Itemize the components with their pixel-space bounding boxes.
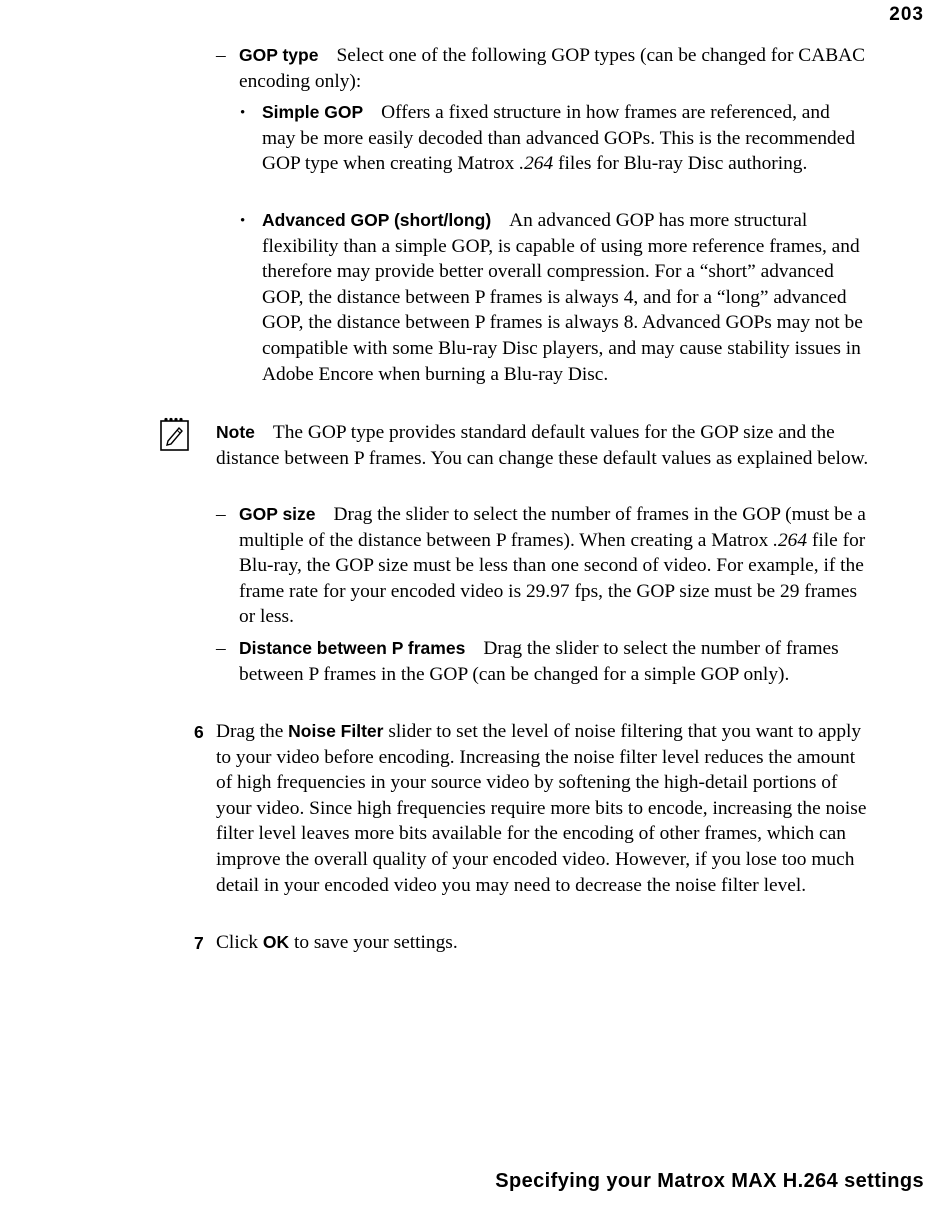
p-distance-paragraph bbox=[239, 636, 869, 687]
ok-label: OK bbox=[262, 932, 290, 952]
step-text: Click bbox=[216, 932, 263, 953]
page-footer: Specifying your Matrox MAX H.264 settings bbox=[495, 1170, 924, 1192]
step-text-end: slider to set the level of noise filtering that you want to apply to your video before encoding. Increasing the noise filter level reduces the amount of high frequencies in your source video by softening the high-detail portions of your video. Since high frequencies require more bits to encode, increasing the noise filter level leaves more bits available for the encoding of other frames, which can improve the overall quality of your encoded video. However, if you lose too much detail in your encoded video you may need to decrease the noise filter level. bbox=[216, 721, 867, 896]
step-paragraph bbox=[216, 930, 871, 956]
gop-type-paragraph bbox=[239, 43, 869, 94]
page-number: 203 bbox=[889, 4, 924, 25]
bullet-marker: • bbox=[240, 105, 246, 121]
dash-marker: – bbox=[216, 45, 226, 66]
gop-type-term: GOP type bbox=[239, 45, 319, 65]
step-text: Drag the bbox=[216, 721, 289, 742]
p-distance-term: Distance between P frames bbox=[239, 638, 466, 658]
simple-gop-text: Offers a fixed structure in how frames are referenced, and may be more easily decoded than advanced GOPs. This is the recommended GOP type when creating Matrox bbox=[262, 102, 856, 175]
gop-type-text: Select one of the following GOP types (can be changed for CABAC encoding only): bbox=[239, 45, 866, 92]
step-number: 6 bbox=[194, 722, 204, 742]
step-number: 7 bbox=[194, 933, 204, 953]
note-label: Note bbox=[216, 422, 255, 442]
advanced-gop-text: An advanced GOP has more structural flexibility than a simple GOP, is capable of using more reference frames, and therefore may provide better overall compression. For a “short” advanced GOP, the distance between P frames is always 4, and for a “long” advanced GOP, the distance between P frames is always 8. Advanced GOPs may not be compatible with some Blu-ray Disc players, and may cause stability issues in Adobe Encore when burning a Blu-ray Disc. bbox=[262, 210, 863, 385]
simple-gop-paragraph bbox=[262, 100, 867, 177]
format-name: .264 bbox=[773, 529, 808, 551]
step-text-end: to save your settings. bbox=[289, 932, 458, 953]
format-name: .264 bbox=[519, 153, 554, 175]
step-paragraph bbox=[216, 719, 871, 898]
dash-marker: – bbox=[216, 638, 226, 659]
gop-size-paragraph bbox=[239, 502, 869, 630]
simple-gop-text-end: files for Blu-ray Disc authoring. bbox=[553, 153, 808, 175]
advanced-gop-term: Advanced GOP (short/long) bbox=[262, 210, 492, 230]
p-distance-text: Drag the slider to select the number of frames between P frames in the GOP (can be changed for a simple GOP only). bbox=[239, 638, 839, 685]
noise-filter-label: Noise Filter bbox=[288, 721, 384, 741]
gop-size-text: Drag the slider to select the number of frames in the GOP (must be a multiple of the distance between P frames). When creating a Matrox bbox=[239, 504, 866, 551]
note-text: The GOP type provides standard default values for the GOP size and the distance between P frames. You can change these default values as explained below. bbox=[216, 422, 869, 469]
gop-size-term: GOP size bbox=[239, 504, 316, 524]
note-pad-icon bbox=[158, 416, 192, 452]
advanced-gop-paragraph bbox=[262, 208, 867, 387]
simple-gop-term: Simple GOP bbox=[262, 102, 364, 122]
dash-marker: – bbox=[216, 504, 226, 525]
gop-size-text-end: file for Blu-ray, the GOP size must be less than one second of video. For example, if the frame rate for your encoded video is 29.97 fps, the GOP size must be 29 frames or less. bbox=[239, 529, 866, 628]
bullet-marker: • bbox=[240, 213, 246, 229]
note-paragraph bbox=[216, 420, 871, 471]
